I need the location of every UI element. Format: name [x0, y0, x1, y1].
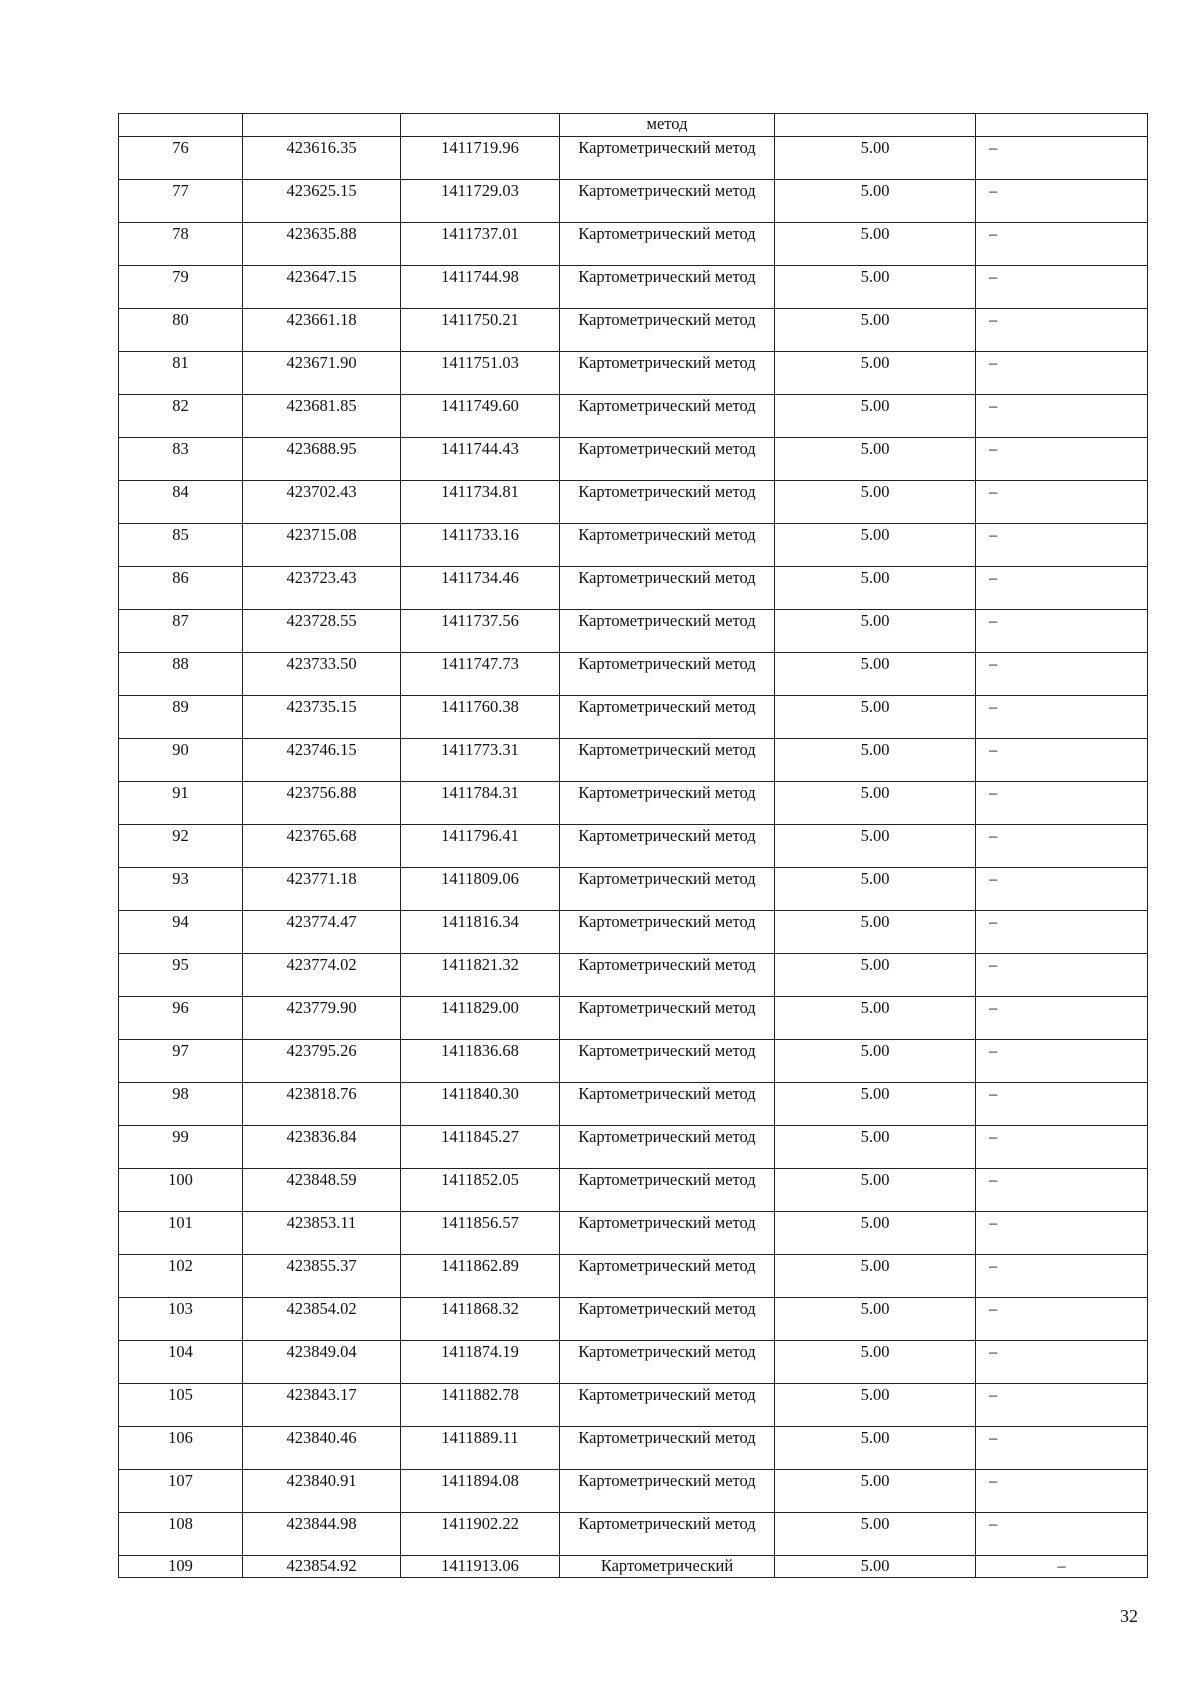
cell-note [976, 114, 1148, 137]
cell-num: 88 [119, 653, 243, 696]
cell-y: 1411845.27 [401, 1126, 560, 1169]
cell-method: Картометрический метод [560, 180, 775, 223]
cell-accuracy: 5.00 [775, 1513, 976, 1556]
cell-note: – [976, 1255, 1148, 1298]
cell-y: 1411750.21 [401, 309, 560, 352]
cell-accuracy: 5.00 [775, 1083, 976, 1126]
cell-num: 79 [119, 266, 243, 309]
cell-y: 1411744.43 [401, 438, 560, 481]
cell-accuracy: 5.00 [775, 696, 976, 739]
cell-accuracy: 5.00 [775, 1556, 976, 1578]
cell-accuracy [775, 114, 976, 137]
table-row [119, 997, 1148, 1040]
cell-x: 423681.85 [243, 395, 401, 438]
cell-method: Картометрический метод [560, 1384, 775, 1427]
cell-y: 1411836.68 [401, 1040, 560, 1083]
table-row [119, 1255, 1148, 1298]
cell-note: – [976, 825, 1148, 868]
cell-x: 423735.15 [243, 696, 401, 739]
cell-y: 1411733.16 [401, 524, 560, 567]
cell-x: 423849.04 [243, 1341, 401, 1384]
cell-accuracy: 5.00 [775, 1040, 976, 1083]
table-row [119, 1556, 1148, 1578]
cell-accuracy: 5.00 [775, 868, 976, 911]
cell-method: Картометрический метод [560, 1513, 775, 1556]
cell-note: – [976, 481, 1148, 524]
cell-accuracy: 5.00 [775, 911, 976, 954]
cell-method: Картометрический метод [560, 954, 775, 997]
cell-x: 423715.08 [243, 524, 401, 567]
cell-y [401, 114, 560, 137]
cell-y: 1411734.81 [401, 481, 560, 524]
cell-method: Картометрический метод [560, 1341, 775, 1384]
cell-x: 423616.35 [243, 137, 401, 180]
cell-note: – [976, 1212, 1148, 1255]
cell-method: Картометрический метод [560, 1169, 775, 1212]
cell-num: 82 [119, 395, 243, 438]
cell-x: 423840.46 [243, 1427, 401, 1470]
table-row [119, 309, 1148, 352]
cell-method: Картометрический метод [560, 481, 775, 524]
cell-x: 423671.90 [243, 352, 401, 395]
cell-note: – [976, 438, 1148, 481]
cell-x: 423795.26 [243, 1040, 401, 1083]
cell-note: – [976, 1083, 1148, 1126]
cell-num: 86 [119, 567, 243, 610]
cell-num: 87 [119, 610, 243, 653]
table-row [119, 1126, 1148, 1169]
cell-y: 1411829.00 [401, 997, 560, 1040]
cell-y: 1411784.31 [401, 782, 560, 825]
cell-accuracy: 5.00 [775, 1255, 976, 1298]
cell-accuracy: 5.00 [775, 825, 976, 868]
cell-num: 92 [119, 825, 243, 868]
cell-x: 423625.15 [243, 180, 401, 223]
cell-num: 78 [119, 223, 243, 266]
cell-method: Картометрический метод [560, 911, 775, 954]
cell-accuracy: 5.00 [775, 438, 976, 481]
cell-accuracy: 5.00 [775, 653, 976, 696]
cell-method: Картометрический метод [560, 825, 775, 868]
table-row [119, 266, 1148, 309]
cell-y: 1411749.60 [401, 395, 560, 438]
cell-note: – [976, 696, 1148, 739]
cell-accuracy: 5.00 [775, 395, 976, 438]
cell-method: Картометрический метод [560, 395, 775, 438]
cell-num: 105 [119, 1384, 243, 1427]
cell-method: Картометрический метод [560, 567, 775, 610]
cell-note: – [976, 1169, 1148, 1212]
table-row [119, 137, 1148, 180]
cell-y: 1411889.11 [401, 1427, 560, 1470]
cell-note: – [976, 137, 1148, 180]
cell-x: 423854.02 [243, 1298, 401, 1341]
cell-note: – [976, 1384, 1148, 1427]
cell-method: Картометрический метод [560, 1083, 775, 1126]
table-row [119, 352, 1148, 395]
table-row [119, 1341, 1148, 1384]
cell-y: 1411729.03 [401, 180, 560, 223]
cell-method: Картометрический метод [560, 1040, 775, 1083]
cell-note: – [976, 610, 1148, 653]
cell-note: – [976, 997, 1148, 1040]
cell-y: 1411868.32 [401, 1298, 560, 1341]
cell-num: 107 [119, 1470, 243, 1513]
cell-method: Картометрический метод [560, 868, 775, 911]
cell-accuracy: 5.00 [775, 1470, 976, 1513]
cell-x: 423779.90 [243, 997, 401, 1040]
cell-accuracy: 5.00 [775, 266, 976, 309]
cell-y: 1411719.96 [401, 137, 560, 180]
cell-y: 1411882.78 [401, 1384, 560, 1427]
cell-method: Картометрический метод [560, 1427, 775, 1470]
cell-num: 77 [119, 180, 243, 223]
cell-x: 423728.55 [243, 610, 401, 653]
table-row [119, 1212, 1148, 1255]
cell-x: 423688.95 [243, 438, 401, 481]
cell-num: 99 [119, 1126, 243, 1169]
cell-accuracy: 5.00 [775, 481, 976, 524]
cell-x: 423848.59 [243, 1169, 401, 1212]
cell-accuracy: 5.00 [775, 954, 976, 997]
cell-accuracy: 5.00 [775, 567, 976, 610]
cell-accuracy: 5.00 [775, 524, 976, 567]
cell-method: метод [560, 114, 775, 137]
cell-accuracy: 5.00 [775, 1169, 976, 1212]
cell-num: 104 [119, 1341, 243, 1384]
cell-method: Картометрический метод [560, 137, 775, 180]
table-row [119, 782, 1148, 825]
cell-accuracy: 5.00 [775, 1126, 976, 1169]
cell-num: 96 [119, 997, 243, 1040]
cell-note: – [976, 868, 1148, 911]
cell-y: 1411902.22 [401, 1513, 560, 1556]
cell-method: Картометрический метод [560, 1212, 775, 1255]
cell-y: 1411751.03 [401, 352, 560, 395]
cell-note: – [976, 911, 1148, 954]
cell-num: 81 [119, 352, 243, 395]
cell-num: 98 [119, 1083, 243, 1126]
cell-y: 1411874.19 [401, 1341, 560, 1384]
cell-x: 423774.47 [243, 911, 401, 954]
cell-method: Картометрический метод [560, 610, 775, 653]
cell-accuracy: 5.00 [775, 352, 976, 395]
cell-method: Картометрический метод [560, 266, 775, 309]
cell-num: 100 [119, 1169, 243, 1212]
cell-method: Картометрический метод [560, 1470, 775, 1513]
cell-num: 108 [119, 1513, 243, 1556]
cell-num: 90 [119, 739, 243, 782]
table-row [119, 524, 1148, 567]
cell-accuracy: 5.00 [775, 223, 976, 266]
coordinates-table [118, 113, 1148, 1578]
cell-y: 1411852.05 [401, 1169, 560, 1212]
table-row [119, 1169, 1148, 1212]
cell-method: Картометрический метод [560, 1298, 775, 1341]
cell-x: 423771.18 [243, 868, 401, 911]
cell-accuracy: 5.00 [775, 1212, 976, 1255]
cell-note: – [976, 567, 1148, 610]
cell-note: – [976, 954, 1148, 997]
cell-x: 423647.15 [243, 266, 401, 309]
cell-num: 85 [119, 524, 243, 567]
cell-x: 423702.43 [243, 481, 401, 524]
cell-note: – [976, 352, 1148, 395]
table-row [119, 868, 1148, 911]
cell-accuracy: 5.00 [775, 997, 976, 1040]
cell-num: 91 [119, 782, 243, 825]
cell-x: 423818.76 [243, 1083, 401, 1126]
cell-num: 84 [119, 481, 243, 524]
table-row [119, 696, 1148, 739]
cell-method: Картометрический метод [560, 309, 775, 352]
cell-y: 1411737.56 [401, 610, 560, 653]
table-row [119, 653, 1148, 696]
table-row [119, 610, 1148, 653]
cell-method: Картометрический метод [560, 1255, 775, 1298]
cell-y: 1411816.34 [401, 911, 560, 954]
table-row [119, 954, 1148, 997]
cell-num: 83 [119, 438, 243, 481]
cell-accuracy: 5.00 [775, 610, 976, 653]
table-row [119, 825, 1148, 868]
cell-method: Картометрический метод [560, 1126, 775, 1169]
cell-method: Картометрический [560, 1556, 775, 1578]
cell-x: 423765.68 [243, 825, 401, 868]
table-row [119, 1384, 1148, 1427]
cell-x [243, 114, 401, 137]
continued-row [119, 114, 1148, 137]
cell-y: 1411840.30 [401, 1083, 560, 1126]
cell-method: Картометрический метод [560, 997, 775, 1040]
cell-num [119, 114, 243, 137]
table-row [119, 911, 1148, 954]
cell-num: 103 [119, 1298, 243, 1341]
table-row [119, 1427, 1148, 1470]
cell-accuracy: 5.00 [775, 1384, 976, 1427]
cell-accuracy: 5.00 [775, 1427, 976, 1470]
cell-y: 1411821.32 [401, 954, 560, 997]
cell-note: – [976, 524, 1148, 567]
table-row [119, 739, 1148, 782]
cell-note: – [976, 1556, 1148, 1578]
page-number: 32 [1120, 1606, 1138, 1626]
cell-y: 1411913.06 [401, 1556, 560, 1578]
cell-note: – [976, 1126, 1148, 1169]
cell-method: Картометрический метод [560, 782, 775, 825]
cell-num: 94 [119, 911, 243, 954]
cell-method: Картометрический метод [560, 739, 775, 782]
cell-num: 101 [119, 1212, 243, 1255]
cell-note: – [976, 1513, 1148, 1556]
table-row [119, 1513, 1148, 1556]
cell-accuracy: 5.00 [775, 1298, 976, 1341]
cell-note: – [976, 1040, 1148, 1083]
cell-x: 423746.15 [243, 739, 401, 782]
table-row [119, 1470, 1148, 1513]
cell-num: 97 [119, 1040, 243, 1083]
cell-note: – [976, 266, 1148, 309]
cell-num: 102 [119, 1255, 243, 1298]
cell-method: Картометрический метод [560, 696, 775, 739]
cell-num: 89 [119, 696, 243, 739]
table-row [119, 438, 1148, 481]
cell-note: – [976, 653, 1148, 696]
cell-note: – [976, 180, 1148, 223]
cell-x: 423836.84 [243, 1126, 401, 1169]
cell-x: 423635.88 [243, 223, 401, 266]
table-row [119, 567, 1148, 610]
table-row [119, 1083, 1148, 1126]
table-row [119, 180, 1148, 223]
cell-note: – [976, 1298, 1148, 1341]
cell-accuracy: 5.00 [775, 137, 976, 180]
cell-method: Картометрический метод [560, 223, 775, 266]
cell-note: – [976, 1470, 1148, 1513]
cell-x: 423840.91 [243, 1470, 401, 1513]
cell-num: 95 [119, 954, 243, 997]
cell-note: – [976, 1427, 1148, 1470]
cell-method: Картометрический метод [560, 524, 775, 567]
cell-x: 423844.98 [243, 1513, 401, 1556]
cell-note: – [976, 395, 1148, 438]
cell-num: 93 [119, 868, 243, 911]
table-row [119, 481, 1148, 524]
cell-num: 109 [119, 1556, 243, 1578]
cell-y: 1411796.41 [401, 825, 560, 868]
cell-y: 1411744.98 [401, 266, 560, 309]
cell-note: – [976, 782, 1148, 825]
cell-y: 1411862.89 [401, 1255, 560, 1298]
cell-y: 1411760.38 [401, 696, 560, 739]
cell-y: 1411809.06 [401, 868, 560, 911]
cell-num: 106 [119, 1427, 243, 1470]
cell-x: 423723.43 [243, 567, 401, 610]
table-row [119, 1040, 1148, 1083]
cell-y: 1411734.46 [401, 567, 560, 610]
cell-note: – [976, 223, 1148, 266]
cell-x: 423733.50 [243, 653, 401, 696]
cell-accuracy: 5.00 [775, 180, 976, 223]
cell-accuracy: 5.00 [775, 309, 976, 352]
table-row [119, 395, 1148, 438]
cell-method: Картометрический метод [560, 653, 775, 696]
cell-accuracy: 5.00 [775, 1341, 976, 1384]
table-row [119, 223, 1148, 266]
cell-x: 423661.18 [243, 309, 401, 352]
cell-y: 1411773.31 [401, 739, 560, 782]
cell-accuracy: 5.00 [775, 739, 976, 782]
table-row [119, 1298, 1148, 1341]
cell-note: – [976, 739, 1148, 782]
cell-method: Картометрический метод [560, 352, 775, 395]
cell-num: 80 [119, 309, 243, 352]
cell-accuracy: 5.00 [775, 782, 976, 825]
cell-num: 76 [119, 137, 243, 180]
cell-y: 1411737.01 [401, 223, 560, 266]
cell-note: – [976, 1341, 1148, 1384]
cell-x: 423854.92 [243, 1556, 401, 1578]
cell-note: – [976, 309, 1148, 352]
cell-y: 1411894.08 [401, 1470, 560, 1513]
cell-y: 1411856.57 [401, 1212, 560, 1255]
coordinates-table-body [119, 114, 1148, 1578]
cell-x: 423855.37 [243, 1255, 401, 1298]
cell-x: 423853.11 [243, 1212, 401, 1255]
cell-x: 423756.88 [243, 782, 401, 825]
cell-x: 423843.17 [243, 1384, 401, 1427]
cell-y: 1411747.73 [401, 653, 560, 696]
cell-method: Картометрический метод [560, 438, 775, 481]
cell-x: 423774.02 [243, 954, 401, 997]
